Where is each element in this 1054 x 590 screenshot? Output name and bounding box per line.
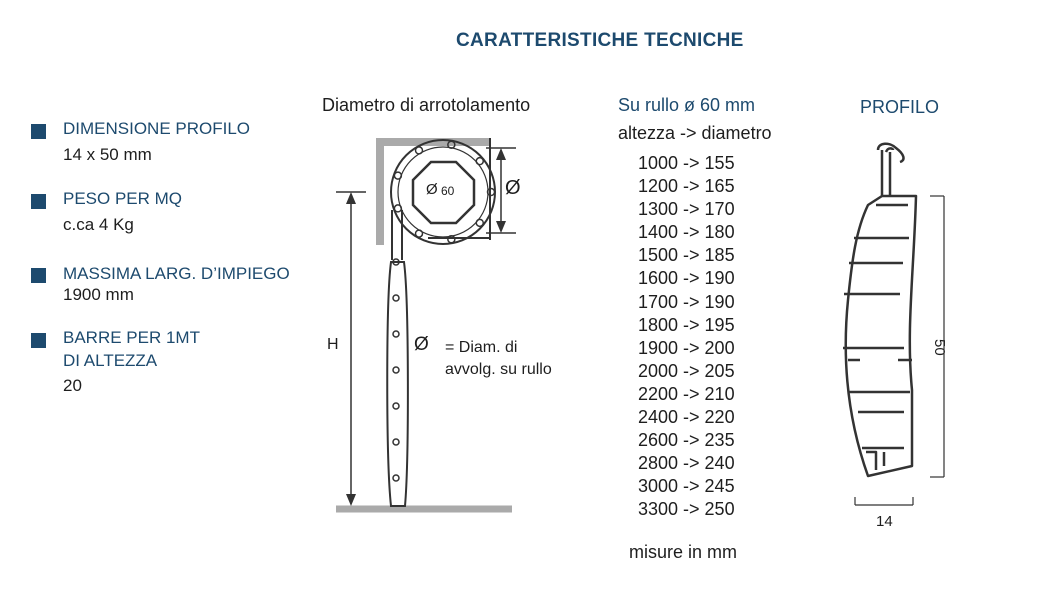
table-footer: misure in mm: [629, 542, 738, 562]
table-row: 2200 -> 210: [638, 383, 735, 404]
height-label: H: [327, 336, 339, 353]
table-row: 3300 -> 250: [638, 499, 735, 520]
profile-height-dimension: [930, 196, 944, 477]
legend-line-2: avvolg. su rullo: [445, 361, 552, 378]
table-row: 3000 -> 245: [638, 476, 735, 497]
hanging-slats: [387, 210, 408, 506]
spec-label: DIMENSIONE PROFILO: [63, 119, 251, 138]
slat-hook-icon: [394, 205, 401, 212]
roll-diameter-symbol: Ø: [426, 181, 438, 198]
legend-line-1: = Diam. di: [445, 339, 518, 356]
slat-hooks: [393, 259, 399, 481]
table-header: altezza -> diametro: [618, 123, 772, 143]
page-title: CARATTERISTICHE TECNICHE: [456, 30, 744, 51]
table-row: 1900 -> 200: [638, 337, 735, 358]
slat-hook-icon: [476, 158, 483, 165]
profile-title: PROFILO: [860, 97, 940, 117]
table-row: 1800 -> 195: [638, 314, 735, 335]
spec-label: MASSIMA LARG. D’IMPIEGO: [63, 264, 290, 283]
spec-value: 1900 mm: [63, 285, 134, 304]
spec-label: PESO PER MQ: [63, 189, 183, 208]
slat-hook-icon: [393, 331, 399, 337]
table-row: 1500 -> 185: [638, 245, 735, 266]
roller-shaft: [391, 140, 495, 244]
slat-hook-icon: [393, 439, 399, 445]
diagram-title: Diametro di arrotolamento: [322, 95, 531, 115]
spec-label-line2: DI ALTEZZA: [63, 351, 158, 370]
slat-hook-icon: [416, 230, 423, 237]
slat-hook-icon: [416, 147, 423, 154]
spec-value: 20: [63, 376, 82, 395]
slat-hook-icon: [394, 172, 401, 179]
spec-value: 14 x 50 mm: [63, 145, 152, 164]
table-row: 1200 -> 165: [638, 176, 735, 197]
table-row: 1600 -> 190: [638, 268, 735, 289]
table-row: 1300 -> 170: [638, 199, 735, 220]
table-row: 2800 -> 240: [638, 453, 735, 474]
slat-hook-icon: [393, 403, 399, 409]
table-row: 1400 -> 180: [638, 222, 735, 243]
table-row: 1700 -> 190: [638, 291, 735, 312]
profile-height-label: 50: [931, 339, 948, 356]
spec-value: c.ca 4 Kg: [63, 215, 134, 234]
table-row: 2600 -> 235: [638, 430, 735, 451]
roll-slat-hooks: [394, 141, 494, 243]
roll-diameter-label: 60: [441, 184, 455, 198]
diameter-symbol: Ø: [414, 334, 429, 355]
slat-hook-icon: [476, 219, 483, 226]
table-row: 2400 -> 220: [638, 407, 735, 428]
height-dimension: [336, 192, 366, 506]
table-row: 1000 -> 155: [638, 153, 735, 173]
slat-hook-icon: [393, 367, 399, 373]
slat-hook-icon: [393, 295, 399, 301]
profile-width-dimension: [855, 497, 913, 505]
outer-diameter-symbol: Ø: [505, 177, 521, 199]
spec-label: BARRE PER 1MT: [63, 328, 200, 347]
profile-width-label: 14: [876, 513, 893, 530]
profile-section: [843, 144, 916, 476]
slat-hook-icon: [393, 475, 399, 481]
table-title: Su rullo ø 60 mm: [618, 95, 756, 115]
table-row: 2000 -> 205: [638, 360, 735, 381]
